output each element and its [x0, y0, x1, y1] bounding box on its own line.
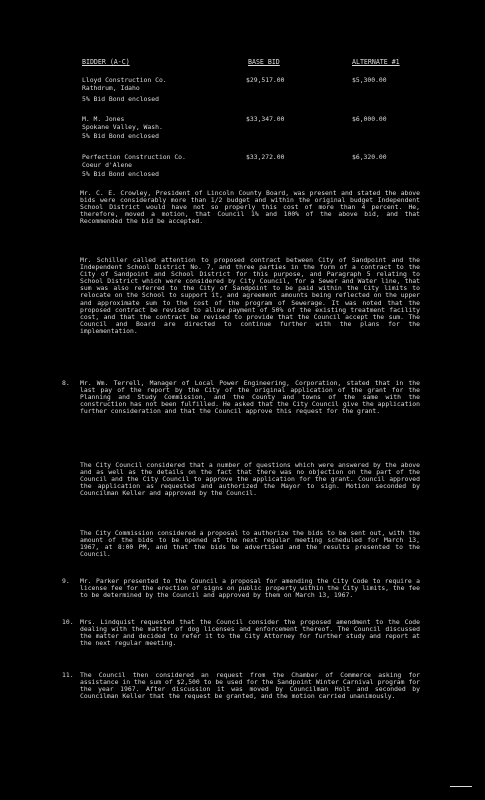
bid-1-bond: 5% Bid Bond enclosed: [82, 95, 159, 103]
item-number-8: 8.: [62, 379, 70, 387]
bid-2-base: $33,347.00: [246, 115, 285, 123]
bid-3-name: Perfection Construction Co.: [82, 153, 186, 161]
paragraph-council-approval: The City Council considered that a number of questions which were answered by the above and as well as the details on the fact that there was no objection on the part of the Council and the City Council to approve the application for the grant. Council approved the application as requested and authorized the Mayor to sign. Motion seconded by Councilman Keller and approved by the Council.: [80, 461, 420, 498]
bid-2-alt: $6,000.00: [352, 115, 387, 123]
bid-1-base: $29,517.00: [246, 76, 285, 84]
paragraph-bid-discussion: Mr. C. E. Crowley, President of Lincoln County Board, was present and stated the above bids were considerably more than 1/2 budget and within the original budget Independent School District would have not so properly this cost of more than 4 percent. He, therefore, moved a motion, that Council 1% and 100% of the above bid, and that Recommended the bid be accepted.: [80, 189, 420, 226]
bid-3-city: Coeur d'Alene: [82, 161, 133, 169]
bid-2-name: M. M. Jones: [82, 115, 125, 123]
bid-1-alt: $5,300.00: [352, 76, 387, 84]
bid-1-name: Lloyd Construction Co.: [82, 76, 167, 84]
header-bidder: BIDDER (A-C): [82, 58, 130, 66]
paragraph-bid-schedule: The City Commission considered a proposal to authorize the bids to be sent out, with the amount of the bids to be opened at the next regular meeting scheduled for March 13, 1967, at 8:00 PM, and that the bids be advertised and the results presented to the Council.: [80, 529, 420, 559]
item-number-11: 11.: [62, 671, 74, 679]
bid-2-bond: 5% Bid Bond enclosed: [82, 132, 159, 140]
paragraph-grant-request: Mr. Wm. Terrell, Manager of Local Power Engineering, Corporation, stated that in the last pay of the report by the City of the original application of the grant for the Planning and Study Commission, and the County and towns of the same with the construction has not been fulfilled. He asked that the City Council give the application further consideration and that the Council approve this request for the grant.: [80, 379, 420, 416]
paragraph-item-11: The Council then considered an request from the Chamber of Commerce asking for assistance in the sum of $2,500 to be used for the Sandpoint Winter Carnival program for the year 1967. After discussion it was moved by Councilman Holt and seconded by Councilman Keller that the request be granted, and the motion carried unanimously.: [80, 671, 420, 701]
bid-3-alt: $6,320.00: [352, 153, 387, 161]
item-number-9: 9.: [62, 577, 70, 585]
bid-3-base: $33,272.00: [246, 153, 285, 161]
bid-3-bond: 5% Bid Bond enclosed: [82, 170, 159, 178]
paragraph-contract: Mr. Schiller called attention to proposed contract between City of Sandpoint and the Independent School District No. 7, and three parties in the form of a contract to the City of Sandpoint and School District for this purpose, and Paragraph 5 relating to School District which were considered by City Council, for a Sewer and Water line, that sum was also referred to the City of Sandpoint to be paid within the City limits to relocate on the School to support it, and agreement amounts being reflected on the upper and approximate sum to the cost of the program of Sewerage. It was noted that the proposed contract be revised to allow payment of 50% of the existing treatment facility cost, and that the contract be revised to provide that the Council accept the sum. The Council and Board are directed to continue further with the plans for the implementation.: [80, 256, 420, 335]
footer-rule: [450, 786, 472, 787]
bid-1-city: Rathdrum, Idaho: [82, 84, 140, 92]
header-base-bid: BASE BID: [248, 58, 280, 66]
paragraph-item-10: Mrs. Lindquist requested that the Council consider the proposed amendment to the Code dealing with the matter of dog licenses and enforcement thereof. The Council discussed the matter and decided to refer it to the City Attorney for further study and report at the next regular meeting.: [80, 618, 420, 648]
header-alternate: ALTERNATE #1: [352, 58, 400, 66]
item-number-10: 10.: [62, 618, 74, 626]
bid-2-city: Spokane Valley, Wash.: [82, 123, 163, 131]
paragraph-item-9: Mr. Parker presented to the Council a proposal for amending the City Code to require a license fee for the erection of signs on public property within the City limits, the fee to be determined by the Council and approved by them on March 13, 1967.: [80, 577, 420, 600]
